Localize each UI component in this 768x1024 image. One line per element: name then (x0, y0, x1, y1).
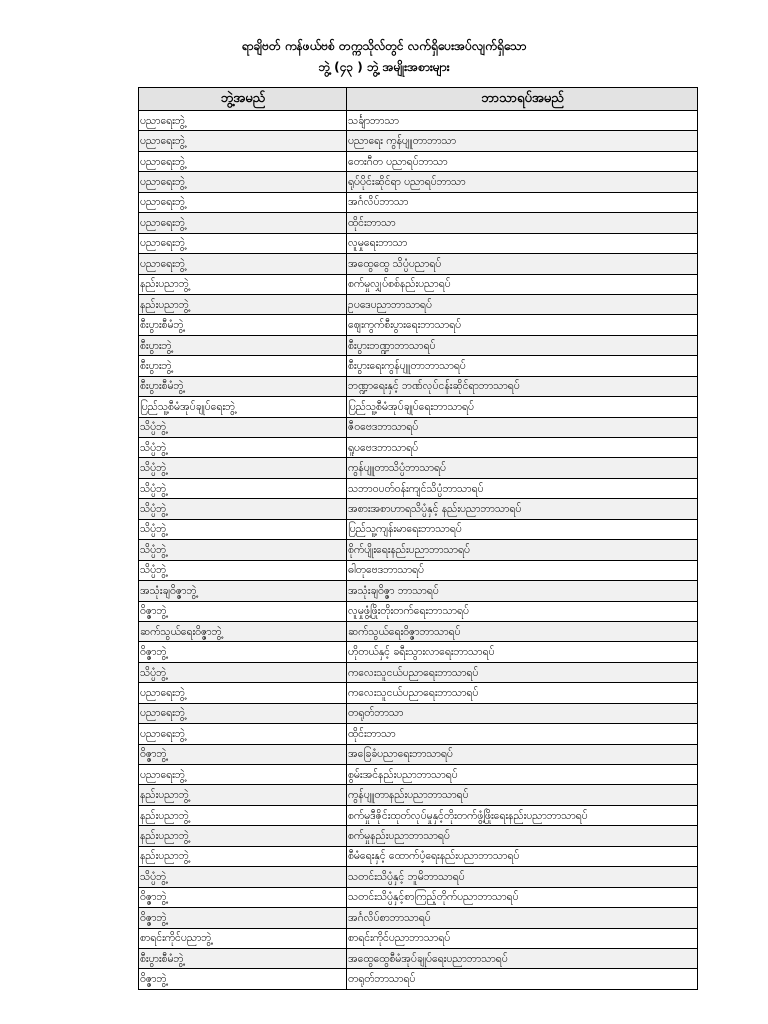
table-row (139, 805, 698, 825)
table-row (139, 438, 698, 458)
table-row (139, 294, 698, 314)
table-row (139, 683, 698, 703)
table-row (139, 458, 698, 478)
subject-name-cell: အစားအစာဟာရသိပ္ပံနှင့် နည်းပညာဘာသာရပ် (347, 499, 698, 519)
document-title: ရာချိဗတ် ကန်ဖယ်ဗစ် တက္ကသိုလ်တွင် လက်ရှိပေးအပ်လျက်ရှိသော (241, 39, 527, 53)
table-row (139, 499, 698, 519)
subject-name-cell: တေးဂီတ ပညာရပ်ဘာသာ (347, 151, 698, 171)
subject-name-cell: ဆက်သွယ်ရေးဝိဇ္ဇာဘာသာရပ် (347, 621, 698, 641)
table-row (139, 642, 698, 662)
degree-name-cell: ပညာရေးဘွဲ့ (139, 703, 347, 723)
subject-name-cell: ဈေးကွက်စီးပွားရေးဘာသာရပ် (347, 315, 698, 335)
table-row (139, 724, 698, 744)
degree-name-cell: ပညာရေးဘွဲ့ (139, 111, 347, 131)
subject-name-cell: စီးပွားရေးကွန်ပျူတာဘာသာရပ် (347, 356, 698, 376)
degree-name-cell: ပညာရေးဘွဲ့ (139, 131, 347, 151)
degree-name-cell: ဆက်သွယ်ရေးဝိဇ္ဇာဘွဲ့ (139, 621, 347, 641)
degree-name-cell: ဝိဇ္ဇာဘွဲ့ (139, 908, 347, 928)
subject-name-cell: အင်္ဂလိပ်စာဘာသာရပ် (347, 908, 698, 928)
table-row (139, 417, 698, 437)
table-row (139, 867, 698, 887)
degree-name-cell: သိပ္ပံဘွဲ့ (139, 867, 347, 887)
table-body (139, 111, 698, 990)
degree-name-cell: သိပ္ပံဘွဲ့ (139, 499, 347, 519)
subject-name-cell: ပညာရေး ကွန်ပျူတာဘာသာ (347, 131, 698, 151)
subject-name-cell: ဇီဝဗေဒဘာသာရပ် (347, 417, 698, 437)
table-row (139, 887, 698, 907)
degree-name-cell: ဝိဇ္ဇာဘွဲ့ (139, 744, 347, 764)
subject-name-cell: သတင်းသိပ္ပံနှင့်စာကြည့်တိုက်ပညာဘာသာရပ် (347, 887, 698, 907)
degree-name-cell: နည်းပညာဘွဲ့ (139, 274, 347, 294)
table-row (139, 213, 698, 233)
degree-name-cell: နည်းပညာဘွဲ့ (139, 826, 347, 846)
header-subject-name: ဘာသာရပ်အမည် (347, 88, 698, 111)
degree-name-cell: နည်းပညာဘွဲ့ (139, 846, 347, 866)
table-row (139, 172, 698, 192)
degree-name-cell: ပညာရေးဘွဲ့ (139, 233, 347, 253)
subject-name-cell: ဥပဒေပညာဘာသာရပ် (347, 294, 698, 314)
table-row (139, 601, 698, 621)
subject-name-cell: ပြည်သူ့ကျန်းမာရေးဘာသာရပ် (347, 519, 698, 539)
table-row (139, 765, 698, 785)
degree-name-cell: ပညာရေးဘွဲ့ (139, 192, 347, 212)
subject-name-cell: ဘဏ္ဍာရေးနှင့် ဘဏ်လုပ်ငန်းဆိုင်ရာဘာသာရပ် (347, 376, 698, 396)
degree-name-cell: သိပ္ပံဘွဲ့ (139, 458, 347, 478)
subject-name-cell: လူမှုဖွံ့ဖြိုးတိုးတက်ရေးဘာသာရပ် (347, 601, 698, 621)
table-row (139, 131, 698, 151)
table-row (139, 540, 698, 560)
degree-name-cell: နည်းပညာဘွဲ့ (139, 785, 347, 805)
subject-name-cell: စက်မှုနည်းပညာဘာသာရပ် (347, 826, 698, 846)
subject-name-cell: ပြည်သူ့စီမံအုပ်ချုပ်ရေးဘာသာရပ် (347, 397, 698, 417)
subject-name-cell: ကလေးသူငယ်ပညာရေးဘာသာရပ် (347, 662, 698, 682)
degree-name-cell: စီးပွားဘွဲ့ (139, 335, 347, 355)
subject-name-cell: ထိုင်းဘာသာ (347, 213, 698, 233)
degree-name-cell: ပညာရေးဘွဲ့ (139, 213, 347, 233)
table-row (139, 397, 698, 417)
subject-name-cell: စာရင်းကိုင်ပညာဘာသာရပ် (347, 928, 698, 948)
degree-name-cell: ဝိဇ္ဇာဘွဲ့ (139, 969, 347, 989)
subject-name-cell: တရုတ်ဘာသာရပ် (347, 969, 698, 989)
degree-name-cell: နည်းပညာဘွဲ့ (139, 294, 347, 314)
degree-name-cell: စီးပွားစီမံဘွဲ့ (139, 948, 347, 968)
subject-name-cell: ရူပဗေဒဘာသာရပ် (347, 438, 698, 458)
subject-name-cell: စက်မှုဒီဇိုင်းထုတ်လုပ်မှုနှင့်တိုးတက်ဖွံ့ဖြိုးရေးနည်းပညာဘာသာရပ် (347, 805, 698, 825)
subject-name-cell: ကလေးသူငယ်ပညာရေးဘာသာရပ် (347, 683, 698, 703)
degree-name-cell: ဝိဇ္ဇာဘွဲ့ (139, 642, 347, 662)
document-subtitle: ဘွဲ့ (၄၃ ) ဘွဲ့ အမျိုးအစားများ (318, 60, 450, 74)
degree-name-cell: ပြည်သူ့စီမံအုပ်ချုပ်ရေးဘွဲ့ (139, 397, 347, 417)
subject-name-cell: သင်္ချာဘာသာ (347, 111, 698, 131)
table-row (139, 744, 698, 764)
degree-table (138, 87, 698, 990)
subject-name-cell: စိုက်ပျိုးရေးနည်းပညာဘာသာရပ် (347, 540, 698, 560)
degree-name-cell: ပညာရေးဘွဲ့ (139, 724, 347, 744)
header-degree-name: ဘွဲ့အမည် (139, 88, 347, 111)
degree-name-cell: ပညာရေးဘွဲ့ (139, 254, 347, 274)
table-row (139, 846, 698, 866)
subject-name-cell: သတင်းသိပ္ပံနှင့် ဘူမိဘာသာရပ် (347, 867, 698, 887)
subject-name-cell: စက်မှုလျှပ်စစ်နည်းပညာရပ် (347, 274, 698, 294)
subject-name-cell: ထိုင်းဘာသာ (347, 724, 698, 744)
table-row (139, 662, 698, 682)
subject-name-cell: ကွန်ပျူတာနည်းပညာဘာသာရပ် (347, 785, 698, 805)
table-row (139, 335, 698, 355)
table-header-row (139, 88, 698, 111)
table-row (139, 356, 698, 376)
table-row (139, 274, 698, 294)
subject-name-cell: စွမ်းအင်နည်းပညာဘာသာရပ် (347, 765, 698, 785)
table-row (139, 969, 698, 989)
table-row (139, 826, 698, 846)
subject-name-cell: တရုတ်ဘာသာ (347, 703, 698, 723)
degree-name-cell: သိပ္ပံဘွဲ့ (139, 662, 347, 682)
degree-name-cell: စီးပွားစီမံဘွဲ့ (139, 376, 347, 396)
table-row (139, 111, 698, 131)
table-row (139, 519, 698, 539)
subject-name-cell: ဟိုတယ်နှင့် ခရီးသွားလာရေးဘာသာရပ် (347, 642, 698, 662)
degree-name-cell: ဝိဇ္ဇာဘွဲ့ (139, 887, 347, 907)
table-row (139, 478, 698, 498)
subject-name-cell: အင်္ဂလိပ်ဘာသာ (347, 192, 698, 212)
degree-name-cell: စီးပွားစီမံဘွဲ့ (139, 315, 347, 335)
table-row (139, 785, 698, 805)
table-row (139, 621, 698, 641)
subject-name-cell: အခြေခံပညာရေးဘာသာရပ် (347, 744, 698, 764)
table-row (139, 376, 698, 396)
subject-name-cell: ကွန်ပျူတာသိပ္ပံဘာသာရပ် (347, 458, 698, 478)
subject-name-cell: စီးပွားဘဏ္ဍာဘာသာရပ် (347, 335, 698, 355)
table-row (139, 908, 698, 928)
subject-name-cell: အသုံးချဝိဇ္ဇာ ဘာသာရပ် (347, 581, 698, 601)
subject-name-cell: လူမှုရေးဘာသာ (347, 233, 698, 253)
degree-name-cell: သိပ္ပံဘွဲ့ (139, 519, 347, 539)
degree-name-cell: ပညာရေးဘွဲ့ (139, 683, 347, 703)
table-row (139, 928, 698, 948)
degree-name-cell: စီးပွားဘွဲ့ (139, 356, 347, 376)
degree-name-cell: သိပ္ပံဘွဲ့ (139, 438, 347, 458)
table-row (139, 192, 698, 212)
degree-name-cell: ပညာရေးဘွဲ့ (139, 765, 347, 785)
degree-name-cell: ဝိဇ္ဇာဘွဲ့ (139, 601, 347, 621)
degree-name-cell: ပညာရေးဘွဲ့ (139, 172, 347, 192)
subject-name-cell: စီမံရေးနှင့် ထောက်ပံ့ရေးနည်းပညာဘာသာရပ် (347, 846, 698, 866)
table-row (139, 151, 698, 171)
degree-name-cell: သိပ္ပံဘွဲ့ (139, 560, 347, 580)
table-row (139, 948, 698, 968)
table-row (139, 581, 698, 601)
degree-name-cell: သိပ္ပံဘွဲ့ (139, 540, 347, 560)
degree-name-cell: ပညာရေးဘွဲ့ (139, 151, 347, 171)
table-row (139, 254, 698, 274)
table-row (139, 560, 698, 580)
degree-name-cell: သိပ္ပံဘွဲ့ (139, 478, 347, 498)
table-row (139, 703, 698, 723)
degree-name-cell: စာရင်းကိုင်ပညာဘွဲ့ (139, 928, 347, 948)
table-row (139, 315, 698, 335)
subject-name-cell: သဘာဝပတ်ဝန်းကျင်သိပ္ပံဘာသာရပ် (347, 478, 698, 498)
subject-name-cell: အထွေထွေစီမံအုပ်ချုပ်ရေးပညာဘာသာရပ် (347, 948, 698, 968)
degree-name-cell: နည်းပညာဘွဲ့ (139, 805, 347, 825)
table-row (139, 233, 698, 253)
subject-name-cell: အထွေထွေ သိပ္ပံပညာရပ် (347, 254, 698, 274)
subject-name-cell: ဓါတုဗေဒဘာသာရပ် (347, 560, 698, 580)
degree-name-cell: သိပ္ပံဘွဲ့ (139, 417, 347, 437)
degree-name-cell: အသုံးချဝိဇ္ဇာဘွဲ့ (139, 581, 347, 601)
subject-name-cell: ရုပ်ပိုင်းဆိုင်ရာ ပညာရပ်ဘာသာ (347, 172, 698, 192)
